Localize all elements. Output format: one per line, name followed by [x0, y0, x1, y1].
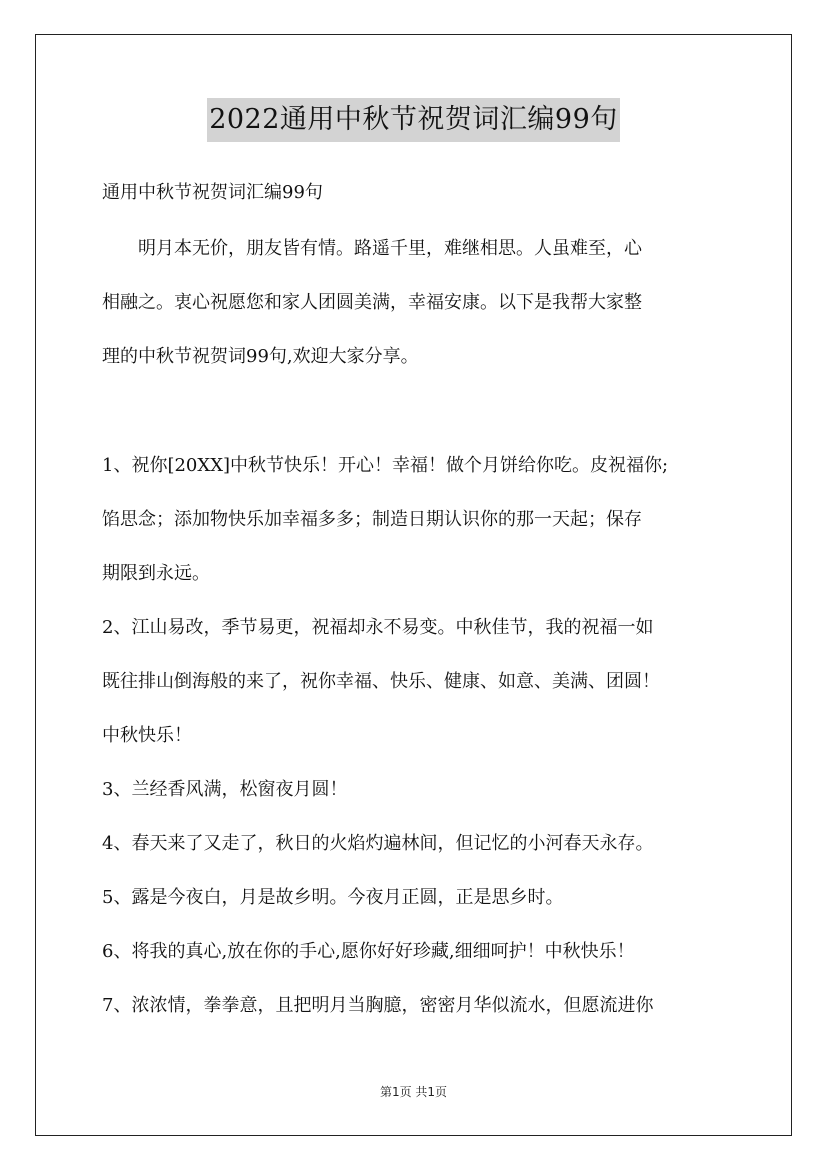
intro-line: 相融之。衷心祝愿您和家人团圆美满，幸福安康。以下是我帮大家整 — [102, 292, 642, 313]
item-line: 馅思念；添加物快乐加幸福多多；制造日期认识你的那一天起；保存 — [102, 509, 642, 530]
title-container — [0, 98, 827, 142]
intro-line: 理的中秋节祝贺词99句,欢迎大家分享。 — [102, 346, 419, 367]
item-line: 1、祝你[20XX]中秋节快乐！开心！幸福！做个月饼给你吃。皮祝福你; — [102, 455, 669, 476]
item-line: 7、浓浓情，拳拳意，且把明月当胸臆，密密月华似流水，但愿流进你 — [102, 995, 654, 1016]
item-line: 既往排山倒海般的来了，祝你幸福、快乐、健康、如意、美满、团圆！ — [102, 671, 660, 692]
item-line: 期限到永远。 — [102, 563, 210, 584]
item-line: 2、江山易改，季节易更，祝福却永不易变。中秋佳节，我的祝福一如 — [102, 617, 654, 638]
document-subtitle: 通用中秋节祝贺词汇编99句 — [102, 182, 323, 203]
item-line: 5、露是今夜白，月是故乡明。今夜月正圆，正是思乡时。 — [102, 887, 564, 908]
document-title: 2022通用中秋节祝贺词汇编99句 — [207, 98, 620, 142]
item-line: 中秋快乐！ — [102, 725, 192, 746]
item-line: 4、春天来了又走了，秋日的火焰灼遍林间，但记忆的小河春天永存。 — [102, 833, 654, 854]
page-number: 第1页 共1页 — [379, 1085, 448, 1099]
intro-line: 明月本无价，朋友皆有情。路遥千里，难继相思。人虽难至，心 — [102, 238, 642, 259]
item-line: 3、兰经香风满，松窗夜月圆！ — [102, 779, 348, 800]
item-line: 6、将我的真心,放在你的手心,愿你好好珍藏,细细呵护！中秋快乐！ — [102, 941, 635, 962]
